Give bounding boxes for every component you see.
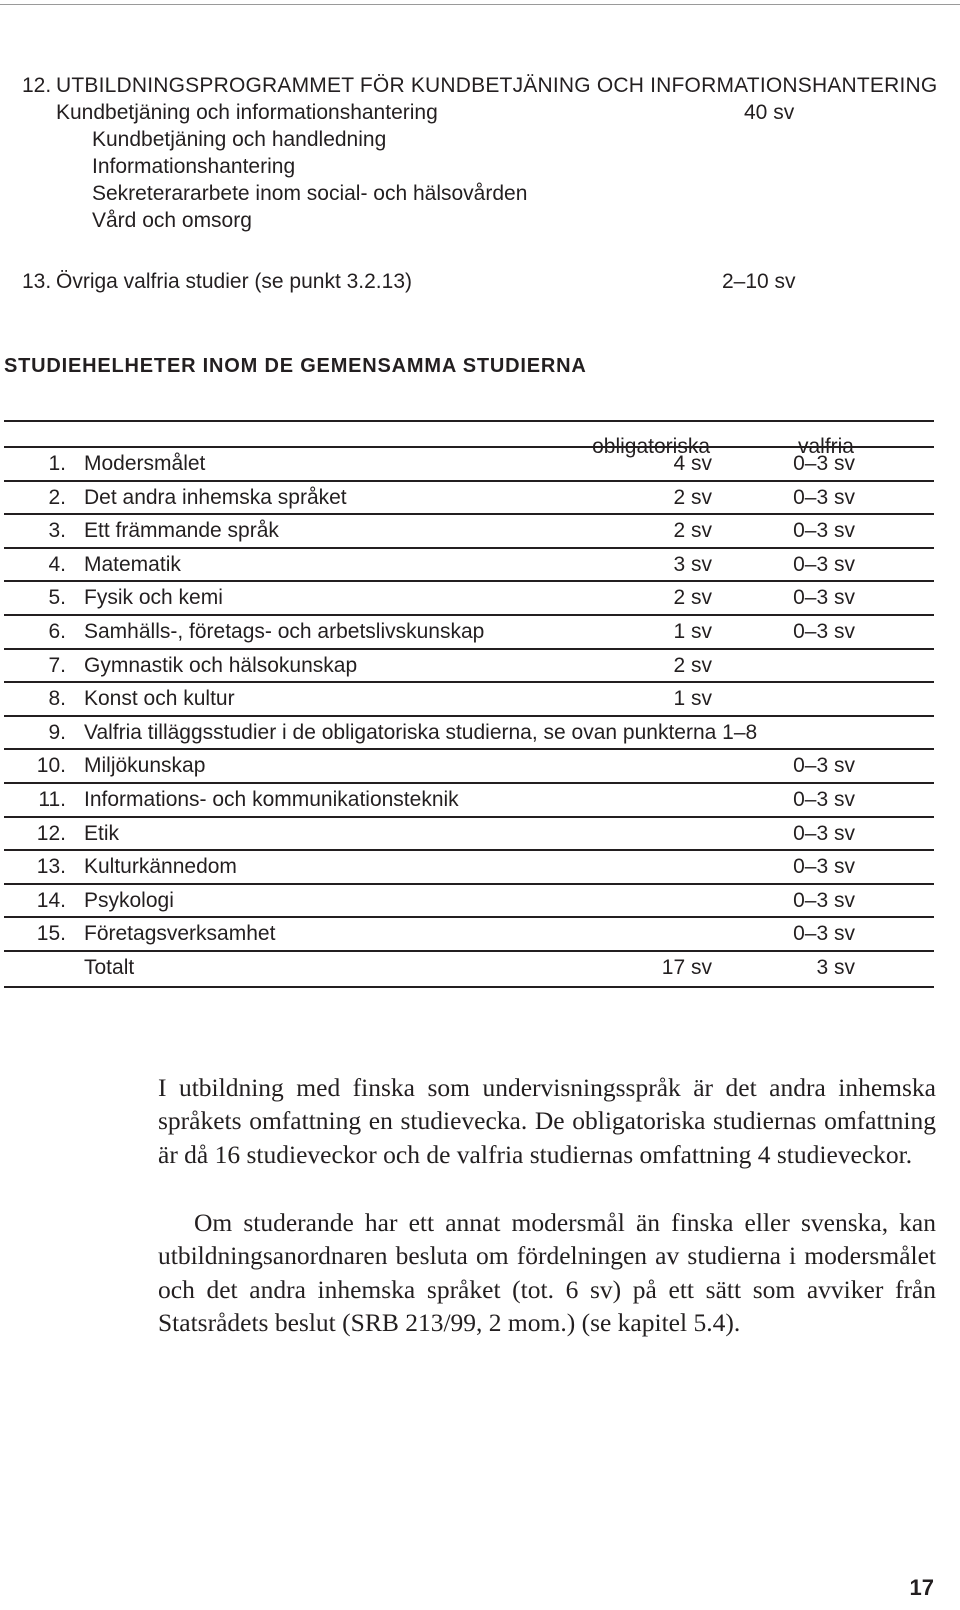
row-optional: 0–3 sv bbox=[793, 855, 855, 879]
row-optional: 0–3 sv bbox=[793, 552, 855, 576]
row-number: 8. bbox=[48, 687, 66, 711]
program-subitem: Kundbetjäning och handledning bbox=[92, 128, 387, 151]
row-optional: 0–3 sv bbox=[793, 922, 855, 946]
other-studies-row bbox=[22, 268, 822, 295]
program-subitem: Vård och omsorg bbox=[92, 209, 252, 232]
row-label: Konst och kultur bbox=[84, 687, 235, 711]
table-row bbox=[4, 816, 934, 850]
program-heading bbox=[22, 72, 938, 99]
other-studies-value: 2–10 sv bbox=[722, 270, 796, 293]
row-label: Fysik och kemi bbox=[84, 586, 223, 610]
row-number: 12. bbox=[36, 821, 66, 845]
program-main-label: Kundbetjäning och informationshantering bbox=[56, 101, 438, 124]
row-number: 13. bbox=[36, 855, 66, 879]
row-number: 9. bbox=[48, 720, 66, 744]
row-number: 5. bbox=[48, 586, 66, 610]
program-subitem: Informationshantering bbox=[92, 155, 296, 178]
row-mandatory: 1 sv bbox=[673, 620, 712, 643]
program-number: 12. bbox=[22, 74, 52, 97]
paragraph: Om studerande har ett annat modersmål än finska eller svenska, kan utbildningsanordnaren besluta om fördelningen av studierna i modersmålet och det andra inhemska språket (tot. 6 sv) på ett sätt som avviker från Statsrådets beslut (SRB 213/99, 2 mom.) (se kapitel 5.4). bbox=[158, 1207, 936, 1337]
row-label: Informations- och kommunikationsteknik bbox=[84, 788, 459, 811]
row-mandatory: 2 sv bbox=[673, 519, 712, 543]
program-block bbox=[22, 72, 938, 234]
row-label: Psykologi bbox=[84, 888, 174, 912]
header-optional: valfria bbox=[797, 435, 854, 458]
program-main-row bbox=[22, 99, 822, 126]
row-label: Företagsverksamhet bbox=[84, 922, 276, 946]
row-label: Valfria tilläggsstudier i de obligatoriska studierna, se ovan punkterna 1–8 bbox=[84, 720, 758, 744]
row-label: Kulturkännedom bbox=[84, 855, 237, 879]
table-row bbox=[4, 513, 934, 547]
table-row bbox=[4, 715, 934, 749]
program-main-value: 40 sv bbox=[744, 101, 795, 124]
row-number: 2. bbox=[48, 485, 66, 509]
row-number: 4. bbox=[48, 552, 66, 576]
row-optional: 0–3 sv bbox=[793, 485, 855, 509]
table-row bbox=[4, 782, 934, 816]
row-number: 6. bbox=[48, 620, 66, 643]
row-number: 11. bbox=[38, 788, 66, 811]
table-row bbox=[4, 748, 934, 782]
table-top-rule bbox=[4, 420, 934, 422]
row-optional: 0–3 sv bbox=[793, 452, 855, 475]
table-row bbox=[4, 547, 934, 581]
table-row bbox=[4, 580, 934, 614]
row-optional: 0–3 sv bbox=[793, 754, 855, 778]
row-mandatory: 17 sv bbox=[661, 956, 712, 979]
row-optional: 0–3 sv bbox=[793, 888, 855, 912]
row-number: 14. bbox=[36, 888, 66, 912]
row-optional: 0–3 sv bbox=[793, 821, 855, 845]
row-label: Samhälls-, företags- och arbetslivskunskap bbox=[84, 620, 485, 643]
page-number: 17 bbox=[909, 1575, 934, 1600]
table-row bbox=[4, 916, 934, 950]
row-number: 7. bbox=[48, 653, 66, 677]
row-optional: 0–3 sv bbox=[793, 788, 855, 811]
row-label: Miljökunskap bbox=[84, 754, 206, 778]
paragraph: I utbildning med finska som undervisningsspråk är det andra inhemska språkets omfattning en studievecka. De obligatoriska studiernas omfattning är då 16 studieveckor och de valfria studiernas omfattning 4 studieveckor. bbox=[158, 1072, 936, 1169]
table-bottom-rule bbox=[4, 986, 934, 988]
row-label: Gymnastik och hälsokunskap bbox=[84, 653, 358, 677]
row-mandatory: 1 sv bbox=[673, 687, 712, 711]
top-rule bbox=[0, 4, 960, 5]
row-mandatory: 4 sv bbox=[673, 452, 712, 475]
table-row bbox=[4, 849, 934, 883]
table-row bbox=[4, 883, 934, 917]
row-number: 10. bbox=[36, 754, 66, 778]
row-optional: 3 sv bbox=[816, 956, 855, 979]
row-optional: 0–3 sv bbox=[793, 586, 855, 610]
table-row bbox=[4, 681, 934, 715]
row-mandatory: 3 sv bbox=[673, 552, 712, 576]
row-number: 3. bbox=[48, 519, 66, 543]
row-mandatory: 2 sv bbox=[673, 653, 712, 677]
table-row bbox=[4, 446, 934, 480]
table-row bbox=[4, 950, 934, 984]
row-number: 1. bbox=[48, 452, 66, 475]
row-label: Matematik bbox=[84, 552, 181, 576]
table-row bbox=[4, 614, 934, 648]
table-row bbox=[4, 648, 934, 682]
row-label: Det andra inhemska språket bbox=[84, 485, 347, 509]
other-studies-label: Övriga valfria studier (se punkt 3.2.13) bbox=[56, 270, 412, 293]
section-heading: STUDIEHELHETER INOM DE GEMENSAMMA STUDIERNA bbox=[4, 355, 587, 377]
row-label: Etik bbox=[84, 821, 120, 845]
header-mandatory: obligatoriska bbox=[592, 435, 710, 458]
row-mandatory: 2 sv bbox=[673, 485, 712, 509]
program-subitem: Sekreterararbete inom social- och hälsovården bbox=[92, 182, 528, 205]
row-optional: 0–3 sv bbox=[793, 620, 855, 643]
row-label: Totalt bbox=[84, 956, 135, 979]
table-row bbox=[4, 480, 934, 514]
row-label: Modersmålet bbox=[84, 452, 206, 475]
row-optional: 0–3 sv bbox=[793, 519, 855, 543]
row-mandatory: 2 sv bbox=[673, 586, 712, 610]
row-label: Ett främmande språk bbox=[84, 519, 279, 543]
program-title: UTBILDNINGSPROGRAMMET FÖR KUNDBETJÄNING OCH INFORMATIONSHANTERING bbox=[56, 74, 938, 97]
other-studies-number: 13. bbox=[22, 270, 52, 293]
row-number: 15. bbox=[36, 922, 66, 946]
